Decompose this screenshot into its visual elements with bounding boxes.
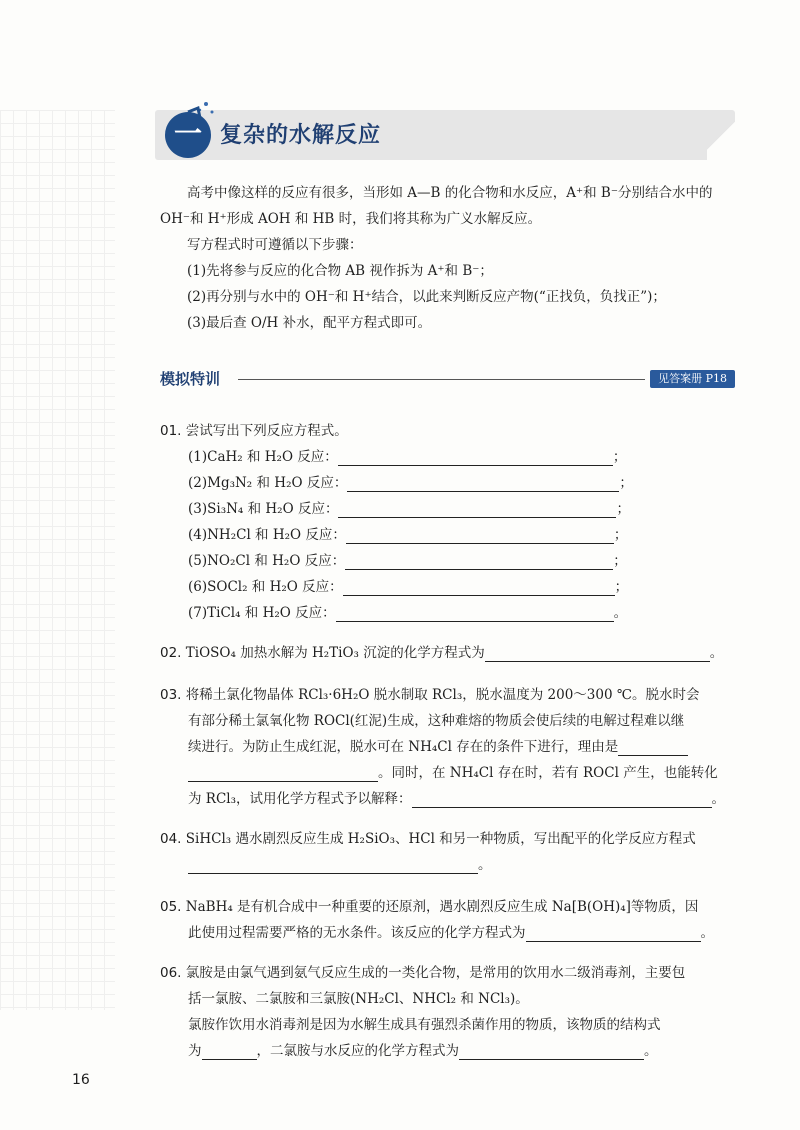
- question-line-2: 此使用过程需要严格的无水条件。该反应的化学方程式为: [188, 925, 526, 941]
- item-end: ；: [619, 475, 633, 491]
- item-label: (4)NH₂Cl 和 H₂O 反应：: [188, 527, 346, 543]
- answer-blank[interactable]: [485, 645, 710, 662]
- intro-step-2: (2)再分别与水中的 OH⁻和 H⁺结合，以此来判断反应产物(“正找负，负找正”)；: [187, 289, 666, 305]
- q1-item-4: [160, 522, 740, 548]
- question-line-4: 。同时，在 NH₄Cl 存在时，若有 ROCl 产生，也能转化: [378, 765, 718, 781]
- answer-blank[interactable]: [412, 791, 712, 808]
- q1-item-6: [160, 574, 740, 600]
- question-end: 。: [478, 857, 492, 873]
- answer-blank[interactable]: [202, 1043, 257, 1060]
- question-end: 。: [700, 925, 714, 941]
- question-end: 。: [711, 791, 726, 807]
- training-header: [160, 368, 735, 392]
- question-text: SiHCl₃ 遇水剧烈反应生成 H₂SiO₃、HCl 和另一种物质，写出配平的化学反应方程式: [185, 831, 696, 847]
- page-number: 16: [72, 1072, 90, 1088]
- question-end: 。: [644, 1043, 658, 1059]
- intro-paragraph: 高考中像这样的反应有很多，当形如 A—B 的化合物和水反应，A⁺和 B⁻分别结合水中的 OH⁻和 H⁺形成 AOH 和 HB 时，我们将其称为广义水解反应。: [160, 185, 713, 227]
- answer-blank[interactable]: [188, 857, 478, 874]
- question-number: 04.: [160, 831, 182, 847]
- answer-blank[interactable]: [526, 925, 701, 942]
- answer-blank[interactable]: [347, 475, 619, 492]
- intro-text: [160, 180, 740, 336]
- question-02: [160, 640, 740, 666]
- answer-blank[interactable]: [343, 579, 615, 596]
- item-label: (7)TiCl₄ 和 H₂O 反应：: [188, 605, 336, 621]
- question-number: 02.: [160, 645, 182, 661]
- training-heading: 模拟特训: [160, 370, 221, 388]
- item-label: (5)NO₂Cl 和 H₂O 反应：: [188, 553, 346, 569]
- q1-item-3: [160, 496, 740, 522]
- question-number: 03.: [160, 687, 182, 703]
- item-end: ；: [612, 449, 627, 465]
- question-line-3: 氯胺作饮用水消毒剂是因为水解生成具有强烈杀菌作用的物质，该物质的结构式: [188, 1017, 661, 1033]
- intro-step-3: (3)最后查 O/H 补水，配平方程式即可。: [187, 315, 432, 331]
- answer-blank[interactable]: [188, 765, 378, 782]
- question-01: [160, 418, 740, 626]
- answer-blank[interactable]: [618, 739, 688, 756]
- item-label: (1)CaH₂ 和 H₂O 反应：: [188, 449, 338, 465]
- question-line-3: 续进行。为防止生成红泥，脱水可在 NH₄Cl 存在的条件下进行，理由是: [188, 739, 619, 755]
- question-number: 01.: [160, 423, 182, 439]
- answer-blank[interactable]: [346, 527, 614, 544]
- answer-blank[interactable]: [345, 553, 613, 570]
- question-03: [160, 682, 740, 812]
- question-04: [160, 826, 740, 878]
- item-end: ；: [613, 553, 627, 569]
- answer-blank[interactable]: [336, 605, 614, 622]
- q1-item-1: [160, 444, 740, 470]
- answer-blank[interactable]: [338, 449, 613, 466]
- question-line-1: 氯胺是由氯气遇到氨气反应生成的一类化合物，是常用的饮用水二级消毒剂，主要包: [185, 965, 686, 981]
- question-06: [160, 960, 740, 1064]
- section-number-badge: 一: [165, 112, 211, 158]
- question-line-1: 将稀土氯化物晶体 RCl₃·6H₂O 脱水制取 RCl₃，脱水温度为 200～300 ℃。脱水时会: [185, 687, 700, 703]
- question-05: [160, 894, 740, 946]
- question-line-1: NaBH₄ 是有机合成中一种重要的还原剂，遇水剧烈反应生成 Na[B(OH)₄]等物质，因: [185, 899, 699, 915]
- question-stem: 尝试写出下列反应方程式。: [185, 423, 348, 439]
- answer-blank[interactable]: [338, 501, 616, 518]
- question-line-2: 括一氯胺、二氯胺和三氯胺(NH₂Cl、NHCl₂ 和 NCl₃)。: [188, 991, 529, 1007]
- question-number: 05.: [160, 899, 182, 915]
- intro-step-1: (1)先将参与反应的化合物 AB 视作拆为 A⁺和 B⁻；: [187, 263, 493, 279]
- answer-reference-tag: 见答案册 P18: [650, 370, 735, 388]
- answer-blank[interactable]: [459, 1043, 644, 1060]
- item-label: (6)SOCl₂ 和 H₂O 反应：: [188, 579, 343, 595]
- item-end: 。: [613, 605, 628, 621]
- item-end: ；: [614, 579, 629, 595]
- question-line-4b: ，二氯胺与水反应的化学方程式为: [256, 1043, 459, 1059]
- question-line-5: 为 RCl₃，试用化学方程式予以解释：: [188, 791, 412, 807]
- item-label: (2)Mg₃N₂ 和 H₂O 反应：: [188, 475, 348, 491]
- intro-steps-lead: 写方程式时可遵循以下步骤：: [187, 237, 363, 253]
- q1-item-2: [160, 470, 740, 496]
- q1-item-7: [160, 600, 740, 626]
- item-end: ；: [613, 527, 628, 543]
- training-divider: [238, 379, 645, 380]
- q1-item-5: [160, 548, 740, 574]
- question-line-4a: 为: [188, 1043, 202, 1059]
- question-number: 06.: [160, 965, 182, 981]
- question-end: 。: [709, 645, 724, 661]
- question-text: TiOSO₄ 加热水解为 H₂TiO₃ 沉淀的化学方程式为: [185, 645, 485, 661]
- item-label: (3)Si₃N₄ 和 H₂O 反应：: [188, 501, 339, 517]
- section-title: 复杂的水解反应: [220, 123, 382, 148]
- question-line-2: 有部分稀土氯氧化物 ROCl(红泥)生成，这种难熔的物质会使后续的电解过程难以继: [188, 713, 685, 729]
- item-end: ；: [616, 501, 630, 517]
